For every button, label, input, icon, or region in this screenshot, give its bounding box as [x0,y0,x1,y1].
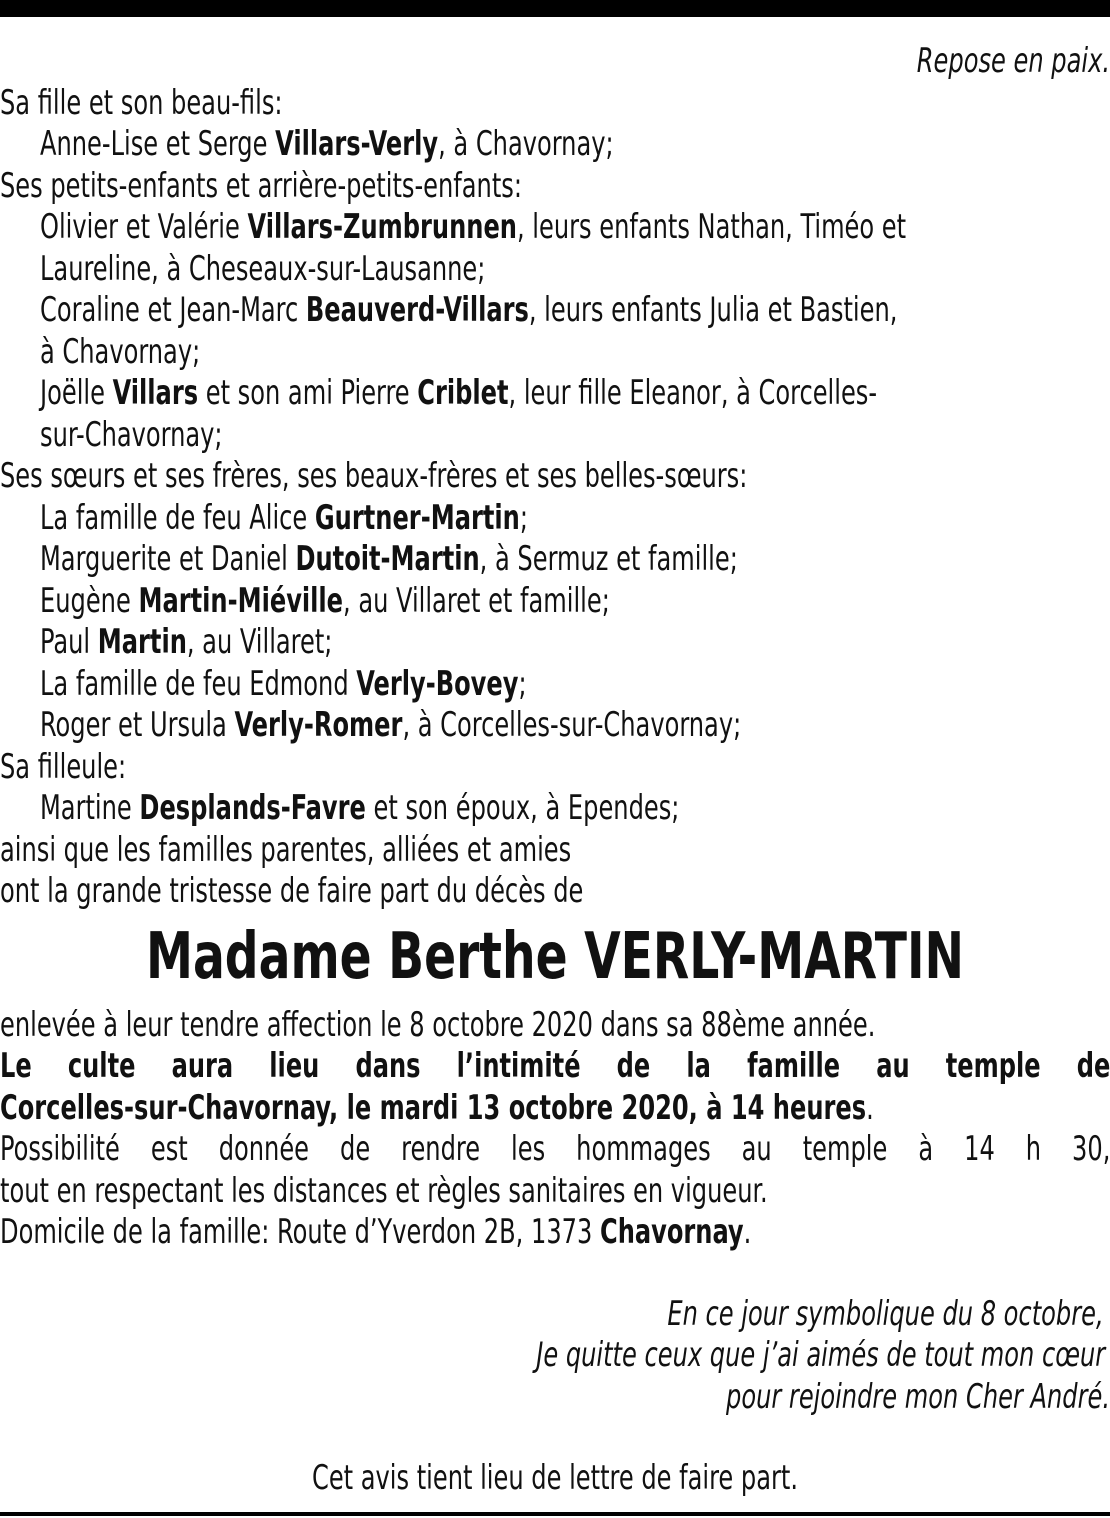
family-text: , leurs enfants Nathan, Timéo et [516,207,907,246]
family-member-line [0,248,888,290]
top-rule [0,0,1110,17]
family-text: Joëlle [40,373,113,412]
family-text: , au Villaret et famille; [343,580,610,620]
poem-line-1: En ce jour symbolique du 8 octobre, [667,1293,1104,1333]
family-section-heading: ainsi que les familles parentes, alliées et amies [0,829,572,869]
family-text: ; [518,663,527,703]
family-member-line [0,123,888,165]
family-surname: Verly-Romer [234,705,403,744]
death-date-line: enlevée à leur tendre affection le 8 octobre 2020 dans sa 88ème année. [0,1004,876,1044]
family-member-line [0,414,888,456]
family-text: Eugène [40,580,139,620]
family-member-line [0,538,888,580]
family-member-line [0,289,898,331]
service-line-2-end: . [866,1087,874,1127]
family-member-line [0,372,888,414]
service-line-2 [0,1087,888,1129]
family-text: à Chavornay; [40,331,201,371]
header-quote: Repose en paix. [916,41,1110,80]
family-surname: Beauverd-Villars [305,290,529,329]
family-member-line [0,206,907,248]
family-section-heading: ont la grande tristesse de faire part du décès de [0,871,584,910]
family-text: Laureline, à Cheseaux-sur-Lausanne; [40,248,486,288]
family-text: La famille de feu Alice [40,497,315,537]
family-text: , leur fille Eleanor, à Corcelles- [508,373,878,412]
family-text: et son ami Pierre [198,373,418,412]
family-surname: Gurtner-Martin [314,497,520,537]
family-member-line [0,787,888,829]
family-text: , à Corcelles-sur-Chavornay; [402,705,742,744]
family-text: , à Chavornay; [438,124,614,163]
family-text: Roger et Ursula [40,705,235,744]
family-surname: Villars-Verly [275,124,439,163]
family-member-line [0,704,888,746]
service-line-1-text: Le culte aura lieu dans l’intimité de la famille au temple de [0,1046,1110,1085]
obituary-notice [0,40,1110,1499]
spacer [0,1417,1110,1457]
family-text: , à Sermuz et famille; [479,539,738,578]
family-text: Olivier et Valérie [40,207,248,246]
tribute-line-2: tout en respectant les distances et règles sanitaires en vigueur. [0,1170,768,1210]
family-text: La famille de feu Edmond [40,663,357,703]
poem-line-3: pour rejoindre mon Cher André. [726,1376,1110,1416]
family-surname: Martin-Miéville [138,580,344,620]
family-text: Coraline et Jean-Marc [40,290,306,329]
family-surname: Verly-Bovey [356,663,519,703]
family-text: Marguerite et Daniel [40,539,296,578]
spacer [0,1253,1110,1293]
tribute-line-1-text: Possibilité est donnée de rendre les hommages au temple à 14 h 30, [0,1129,1110,1168]
family-member-line [0,497,888,539]
family-text: ; [519,497,528,537]
bottom-rule [0,1512,1110,1516]
poem-line-2: Je quitte ceux que j’ai aimés de tout mon cœur [536,1335,1106,1374]
family-section-heading: Ses petits-enfants et arrière-petits-enfants: [0,165,522,205]
family-member-line [0,663,888,705]
family-member-line [0,621,888,663]
family-text: sur-Chavornay; [40,414,223,454]
family-section-heading: Sa filleule: [0,746,127,786]
family-text: Martine [40,788,140,827]
family-member-line [0,580,888,622]
family-surname: Villars [112,373,199,412]
domicile-prefix: Domicile de la famille: Route d’Yverdon 2B, 1373 [0,1212,600,1251]
family-surname: Desplands-Favre [139,788,366,827]
family-surname: Martin [97,622,187,661]
service-line-2-text: Corcelles-sur-Chavornay, le mardi 13 octobre 2020, à 14 heures [0,1087,867,1127]
domicile-town: Chavornay [600,1212,744,1251]
family-surname: Dutoit-Martin [295,539,480,578]
family-list [0,82,1110,912]
domicile-end: . [743,1212,752,1251]
family-text: et son époux, à Ependes; [365,788,680,827]
closing-note: Cet avis tient lieu de lettre de faire part. [311,1458,798,1497]
family-surname: Criblet [417,373,509,412]
family-member-line [0,331,888,373]
family-surname: Villars-Zumbrunnen [247,207,517,246]
service-line-1 [0,1045,1110,1087]
family-text: , leurs enfants Julia et Bastien, [528,290,898,329]
tribute-line-1 [0,1128,1110,1170]
deceased-name: Madame Berthe VERLY-MARTIN [145,919,965,994]
family-section-heading: Ses sœurs et ses frères, ses beaux-frères et ses belles-sœurs: [0,456,748,495]
domicile-line [0,1211,888,1253]
family-text: Paul [40,622,98,661]
family-section-heading: Sa fille et son beau-fils: [0,82,283,122]
family-text: Anne-Lise et Serge [40,124,276,163]
family-text: , au Villaret; [186,622,333,661]
